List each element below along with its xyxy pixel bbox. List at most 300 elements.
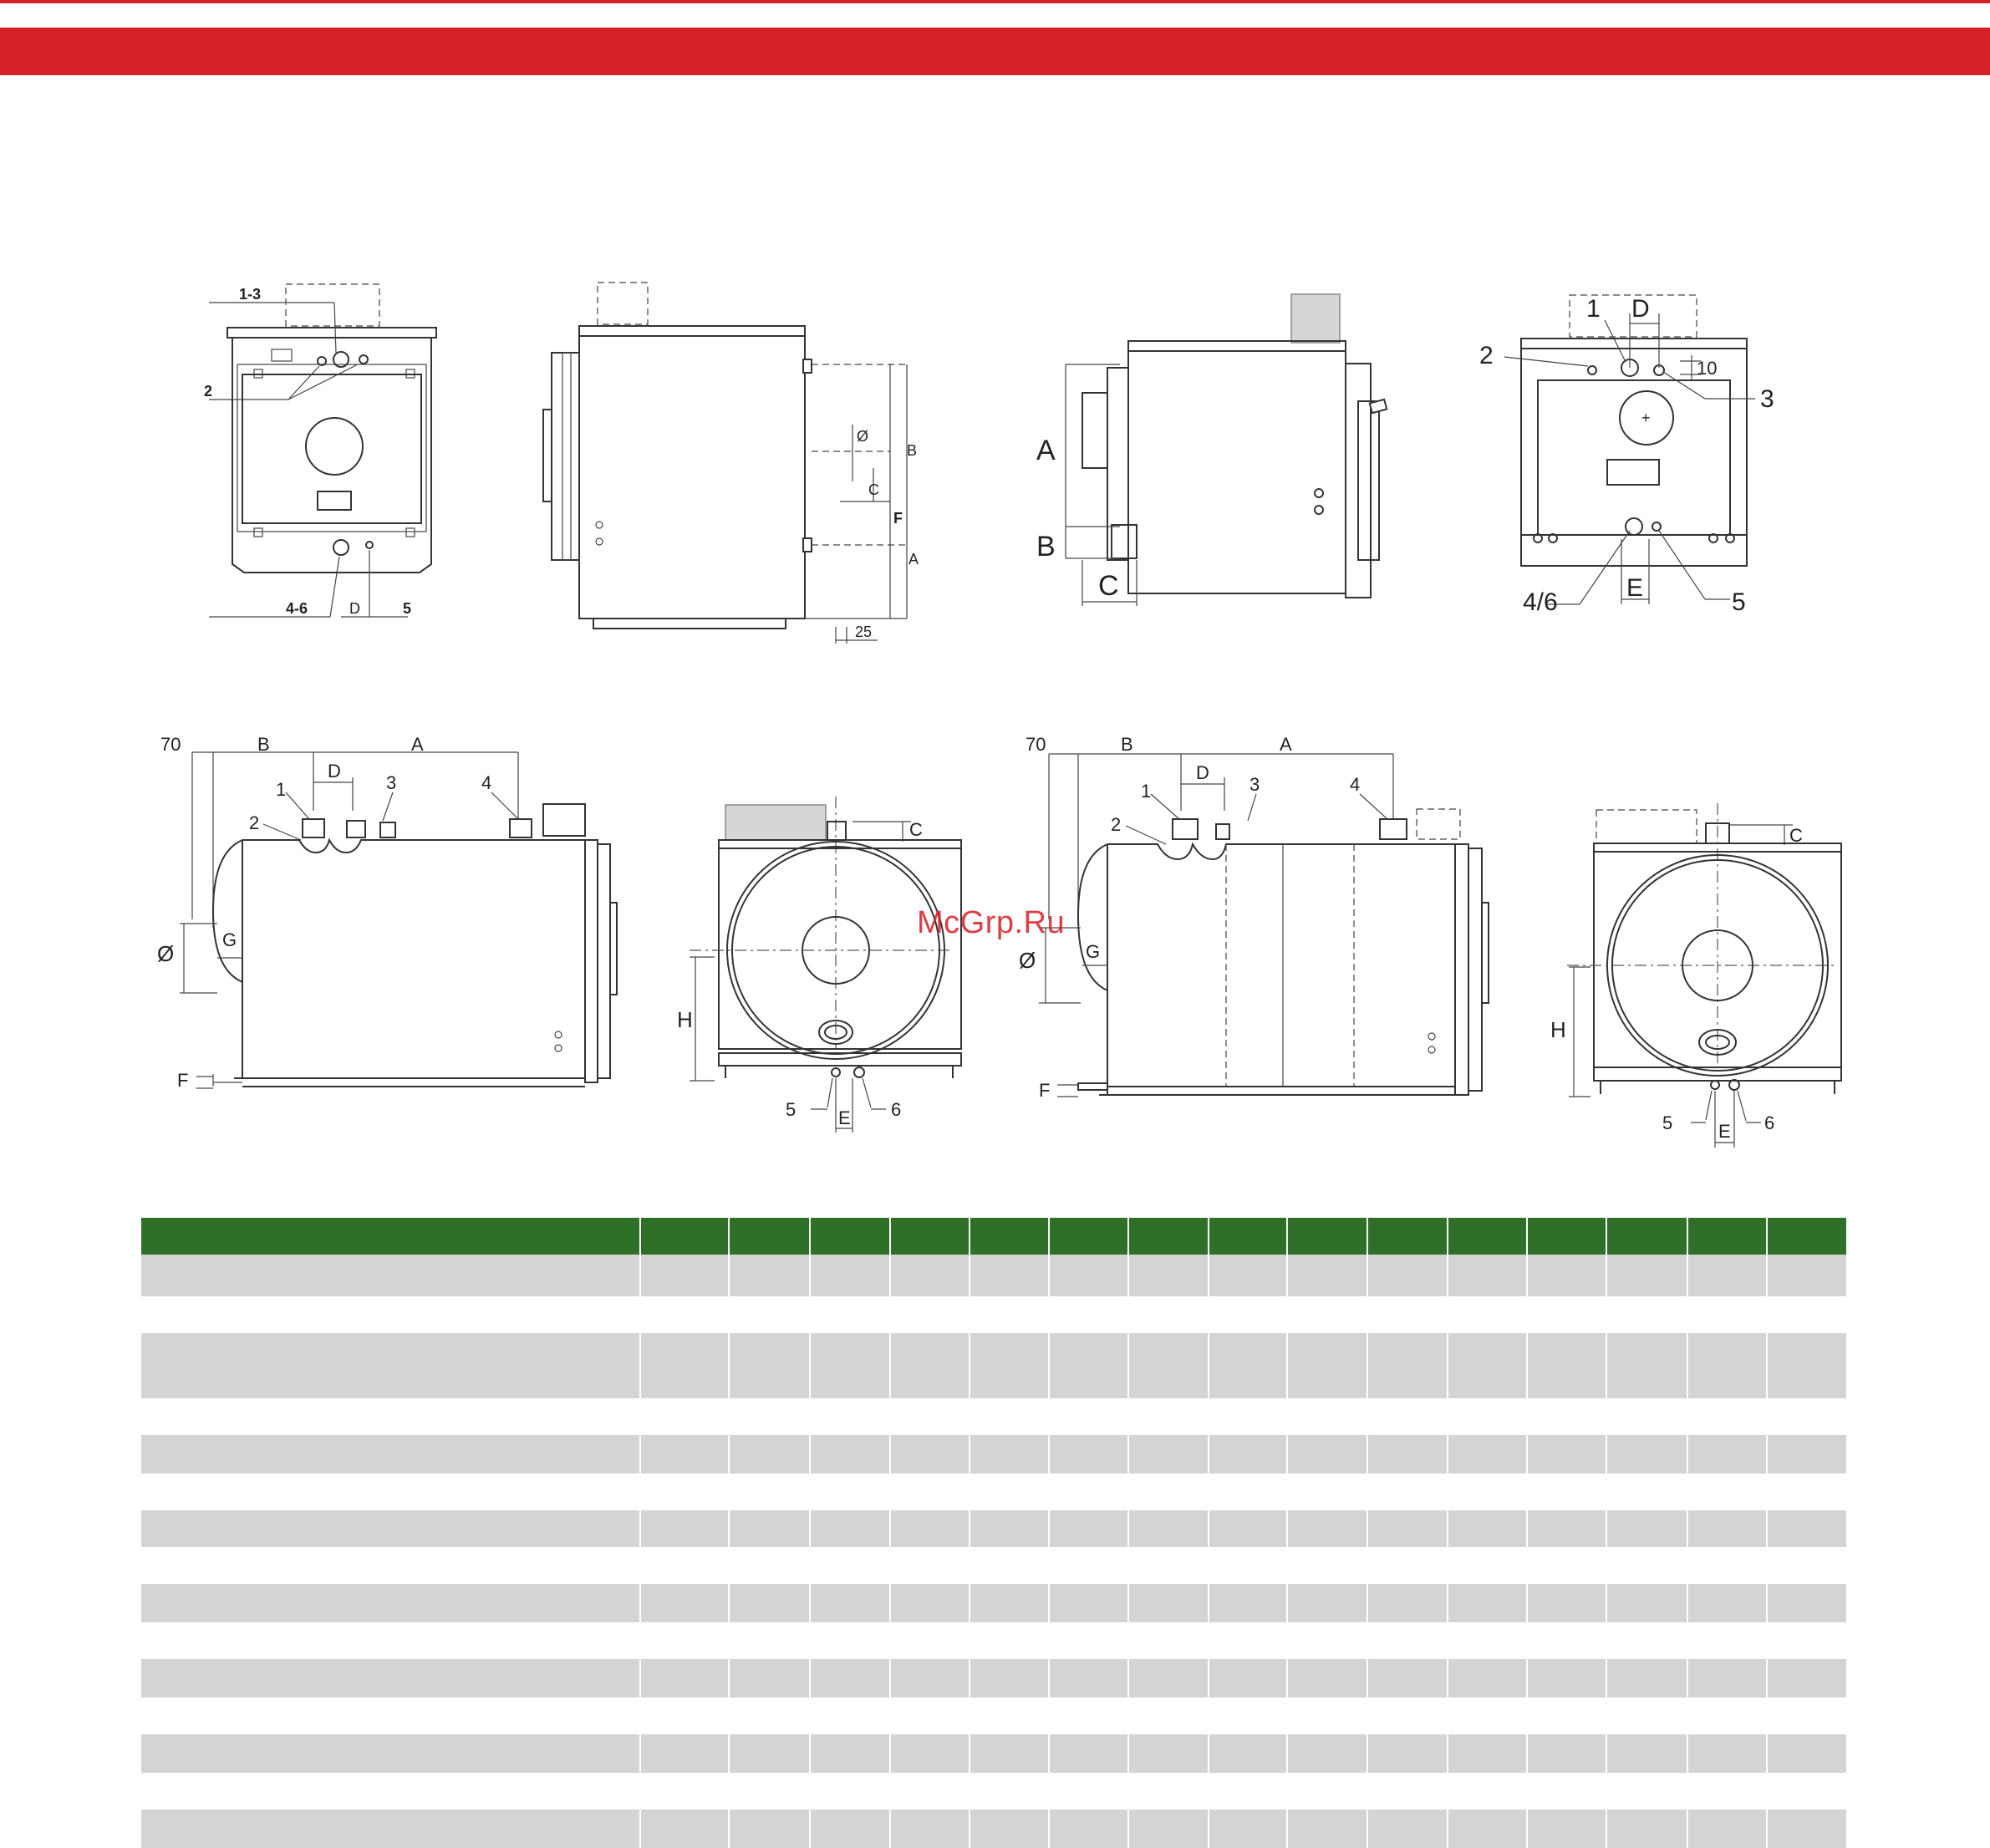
table-cell [1209, 1698, 1288, 1734]
table-cell [1209, 1398, 1288, 1435]
fig5-label-G: G [222, 929, 237, 950]
table-cell [1367, 1435, 1448, 1474]
table-cell [640, 1659, 729, 1698]
header-cell [810, 1218, 891, 1255]
table-cell [1209, 1255, 1288, 1296]
table-cell [1049, 1698, 1129, 1734]
table-cell [970, 1435, 1049, 1474]
table-cell [141, 1398, 640, 1435]
table-cell [970, 1773, 1049, 1810]
table-cell [1049, 1773, 1129, 1810]
table-cell [1049, 1584, 1129, 1622]
table-cell [1606, 1584, 1687, 1622]
table-cell [141, 1296, 640, 1333]
table-row [141, 1622, 1847, 1659]
table-cell [141, 1659, 640, 1698]
table-cell [1049, 1398, 1129, 1435]
table-cell [1687, 1510, 1768, 1547]
table-cell [1049, 1659, 1129, 1698]
table-cell [1128, 1622, 1209, 1659]
table-cell [1448, 1255, 1528, 1296]
table-cell [729, 1333, 810, 1398]
header-cell [1767, 1218, 1847, 1255]
table-cell [1687, 1659, 1768, 1698]
fig8-label-C: C [1789, 825, 1803, 846]
fig1-label-4-6: 4-6 [286, 600, 308, 617]
table-cell [1767, 1547, 1847, 1584]
table-cell [1128, 1255, 1209, 1296]
table-cell [970, 1584, 1049, 1622]
table-cell [810, 1734, 891, 1773]
table-cell [729, 1510, 810, 1547]
table-cell [1767, 1435, 1847, 1474]
fig8-label-H: H [1550, 1017, 1566, 1042]
table-cell [1687, 1255, 1768, 1296]
table-cell [1606, 1810, 1687, 1848]
table-cell [1527, 1622, 1606, 1659]
table-cell [1049, 1474, 1129, 1510]
table-cell [890, 1622, 970, 1659]
fig2-label-diameter: Ø [857, 428, 869, 445]
table-cell [1448, 1547, 1528, 1584]
table-cell [1606, 1547, 1687, 1584]
table-cell [810, 1773, 891, 1810]
fig5-label-2: 2 [249, 812, 260, 833]
table-cell [1209, 1547, 1288, 1584]
fig7-label-D: D [1196, 762, 1209, 783]
table-cell [1606, 1734, 1687, 1773]
table-cell [729, 1584, 810, 1622]
table-cell [1606, 1474, 1687, 1510]
table-cell [1209, 1510, 1288, 1547]
table-cell [1606, 1333, 1687, 1398]
table-cell [1687, 1333, 1768, 1398]
table-cell [890, 1474, 970, 1510]
table-cell [890, 1296, 970, 1333]
table-cell [1527, 1584, 1606, 1622]
table-cell [1767, 1698, 1847, 1734]
table-cell [141, 1333, 640, 1398]
table-row [141, 1474, 1847, 1510]
table-cell [810, 1698, 891, 1734]
fig3-label-B: B [1036, 531, 1056, 563]
table-cell [1448, 1474, 1528, 1510]
table-cell [970, 1398, 1049, 1435]
table-cell [1287, 1398, 1367, 1435]
table-cell [1687, 1622, 1768, 1659]
table-cell [640, 1584, 729, 1622]
table-cell [1287, 1333, 1367, 1398]
table-cell [1448, 1510, 1528, 1547]
table-cell [1606, 1510, 1687, 1547]
table-cell [1287, 1510, 1367, 1547]
table-cell [1367, 1474, 1448, 1510]
table-cell [1527, 1474, 1606, 1510]
figure-4-rear-view [1471, 288, 1805, 623]
header-cell [640, 1218, 729, 1255]
fig7-label-4: 4 [1350, 774, 1361, 795]
fig2-label-F: F [893, 510, 903, 527]
table-cell [810, 1547, 891, 1584]
fig6-label-C: C [909, 819, 923, 840]
table-cell [640, 1510, 729, 1547]
table-cell [890, 1547, 970, 1584]
table-cell [1367, 1622, 1448, 1659]
table-row [141, 1435, 1847, 1474]
header-cell [970, 1218, 1049, 1255]
figure-8-front-view [1550, 798, 1868, 1149]
table-cell [1448, 1773, 1528, 1810]
fig7-label-1: 1 [1141, 781, 1152, 802]
table-cell [810, 1810, 891, 1848]
table-cell [970, 1474, 1049, 1510]
table-cell [1367, 1296, 1448, 1333]
header-red-bar [0, 28, 1990, 75]
table-cell [1448, 1734, 1528, 1773]
table-row [141, 1810, 1847, 1848]
table-row [141, 1296, 1847, 1333]
table-cell [890, 1698, 970, 1734]
table-row [141, 1698, 1847, 1734]
table-cell [1128, 1659, 1209, 1698]
header-cell [1448, 1218, 1528, 1255]
table-cell [729, 1734, 810, 1773]
fig4-label-10: 10 [1697, 358, 1718, 379]
table-cell [141, 1255, 640, 1296]
table-cell [1448, 1398, 1528, 1435]
fig6-label-E: E [838, 1107, 851, 1128]
table-cell [1287, 1296, 1367, 1333]
table-cell [1687, 1547, 1768, 1584]
fig4-label-2: 2 [1479, 342, 1494, 369]
table-cell [1767, 1810, 1847, 1848]
table-cell [1367, 1255, 1448, 1296]
figure-7-side-view [1015, 727, 1534, 1120]
table-cell [1767, 1333, 1847, 1398]
table-cell [729, 1773, 810, 1810]
table-cell [1767, 1255, 1847, 1296]
table-cell [1527, 1547, 1606, 1584]
fig5-label-A: A [411, 734, 424, 755]
fig1-label-1-3: 1-3 [239, 286, 262, 303]
fig5-label-F: F [177, 1070, 189, 1091]
table-cell [1687, 1773, 1768, 1810]
table-cell [1767, 1659, 1847, 1698]
table-cell [970, 1296, 1049, 1333]
header-cell [1527, 1218, 1606, 1255]
table-cell [970, 1510, 1049, 1547]
figure-2-side-view [522, 276, 940, 652]
table-cell [810, 1474, 891, 1510]
table-cell [1128, 1698, 1209, 1734]
table-cell [970, 1333, 1049, 1398]
table-cell [1606, 1659, 1687, 1698]
table-cell [1367, 1398, 1448, 1435]
table-row [141, 1773, 1847, 1810]
table-cell [1128, 1435, 1209, 1474]
table-cell [640, 1255, 729, 1296]
fig7-label-A: A [1280, 734, 1292, 755]
table-cell [1687, 1398, 1768, 1435]
table-cell [729, 1255, 810, 1296]
fig5-label-B: B [257, 734, 270, 755]
specification-table [141, 1218, 1848, 1848]
fig8-label-5: 5 [1662, 1112, 1673, 1133]
table-cell [1209, 1810, 1288, 1848]
table-cell [810, 1435, 891, 1474]
fig8-label-E: E [1718, 1121, 1731, 1142]
table-cell [810, 1659, 891, 1698]
top-accent-line [0, 0, 1990, 3]
table-cell [1527, 1659, 1606, 1698]
table-cell [1367, 1698, 1448, 1734]
table-row [141, 1584, 1847, 1622]
fig4-label-4-6: 4/6 [1523, 588, 1558, 616]
table-cell [1287, 1435, 1367, 1474]
table-row [141, 1659, 1847, 1698]
table-cell [1606, 1773, 1687, 1810]
table-cell [1527, 1510, 1606, 1547]
table-cell [1128, 1398, 1209, 1435]
table-cell [729, 1296, 810, 1333]
table-cell [1287, 1622, 1367, 1659]
table-cell [890, 1435, 970, 1474]
table-cell [729, 1547, 810, 1584]
table-cell [1128, 1296, 1209, 1333]
table-cell [141, 1474, 640, 1510]
table-cell [729, 1435, 810, 1474]
table-cell [729, 1622, 810, 1659]
fig5-label-D: D [328, 761, 341, 781]
table-cell [1367, 1510, 1448, 1547]
table-cell [1767, 1584, 1847, 1622]
table-cell [1128, 1474, 1209, 1510]
fig1-label-5: 5 [403, 600, 412, 617]
table-cell [1687, 1810, 1768, 1848]
table-cell [729, 1659, 810, 1698]
header-cell [1606, 1218, 1687, 1255]
table-cell [1767, 1510, 1847, 1547]
header-cell [1687, 1218, 1768, 1255]
table-cell [810, 1622, 891, 1659]
table-cell [141, 1435, 640, 1474]
table-cell [1128, 1773, 1209, 1810]
fig7-label-diameter: Ø [1019, 948, 1036, 973]
table-cell [729, 1698, 810, 1734]
header-cell [1128, 1218, 1209, 1255]
table-cell [1606, 1622, 1687, 1659]
table-cell [640, 1698, 729, 1734]
table-cell [1287, 1734, 1367, 1773]
table-cell [1049, 1622, 1129, 1659]
table-row [141, 1255, 1847, 1296]
table-cell [1287, 1584, 1367, 1622]
fig7-label-F: F [1039, 1080, 1051, 1101]
fig7-label-B: B [1121, 734, 1133, 755]
table-cell [640, 1296, 729, 1333]
table-cell [1287, 1698, 1367, 1734]
fig2-label-25: 25 [855, 624, 873, 640]
header-cell [1209, 1218, 1288, 1255]
fig7-label-3: 3 [1249, 774, 1260, 795]
fig3-label-A: A [1036, 435, 1056, 466]
table-cell [1448, 1698, 1528, 1734]
table-cell [1687, 1435, 1768, 1474]
table-cell [970, 1810, 1049, 1848]
table-cell [1606, 1296, 1687, 1333]
table-cell [1128, 1333, 1209, 1398]
table-cell [1367, 1333, 1448, 1398]
table-cell [1209, 1584, 1288, 1622]
fig1-label-2: 2 [204, 383, 213, 400]
figure-5-side-view [150, 727, 652, 1112]
table-cell [1128, 1547, 1209, 1584]
table-cell [1527, 1435, 1606, 1474]
table-cell [141, 1734, 640, 1773]
table-cell [1209, 1435, 1288, 1474]
table-cell [890, 1255, 970, 1296]
table-cell [640, 1398, 729, 1435]
table-cell [810, 1510, 891, 1547]
table-cell [640, 1333, 729, 1398]
table-cell [970, 1698, 1049, 1734]
fig2-label-C: C [868, 481, 879, 498]
table-cell [1049, 1547, 1129, 1584]
table-row [141, 1333, 1847, 1398]
table-cell [141, 1510, 640, 1547]
table-cell [640, 1773, 729, 1810]
fig6-label-H: H [677, 1007, 693, 1032]
table-cell [1767, 1296, 1847, 1333]
table-cell [890, 1773, 970, 1810]
fig4-label-E: E [1626, 574, 1644, 602]
table-cell [1367, 1734, 1448, 1773]
header-cell [141, 1218, 640, 1255]
fig5-label-1: 1 [276, 779, 287, 800]
table-cell [810, 1296, 891, 1333]
table-cell [970, 1622, 1049, 1659]
header-cell [729, 1218, 810, 1255]
figure-6-front-view [677, 790, 1011, 1141]
fig7-label-2: 2 [1111, 814, 1122, 835]
table-cell [890, 1659, 970, 1698]
table-cell [729, 1810, 810, 1848]
table-cell [640, 1810, 729, 1848]
header-cell [1049, 1218, 1129, 1255]
table-cell [1687, 1698, 1768, 1734]
table-cell [1049, 1333, 1129, 1398]
table-cell [1209, 1296, 1288, 1333]
table-cell [1209, 1659, 1288, 1698]
table-cell [1049, 1734, 1129, 1773]
table-cell [1767, 1474, 1847, 1510]
table-cell [141, 1698, 640, 1734]
fig4-label-3: 3 [1760, 385, 1774, 413]
table-cell [1367, 1773, 1448, 1810]
table-cell [141, 1547, 640, 1584]
table-cell [1767, 1734, 1847, 1773]
table-row [141, 1510, 1847, 1547]
table-cell [640, 1435, 729, 1474]
fig4-label-D: D [1631, 295, 1650, 323]
fig4-label-1: 1 [1586, 295, 1601, 323]
table-cell [890, 1810, 970, 1848]
table-header-row [141, 1218, 1847, 1255]
table-cell [1287, 1474, 1367, 1510]
table-cell [1367, 1584, 1448, 1622]
table-cell [1209, 1734, 1288, 1773]
table-cell [141, 1622, 640, 1659]
figure-1-front-view [192, 276, 485, 644]
fig8-label-6: 6 [1764, 1112, 1775, 1133]
table-cell [810, 1333, 891, 1398]
table-cell [1527, 1773, 1606, 1810]
table-cell [1128, 1584, 1209, 1622]
table-cell [1687, 1474, 1768, 1510]
fig1-label-D: D [349, 600, 360, 617]
table-cell [640, 1734, 729, 1773]
header-cell [1367, 1218, 1448, 1255]
table-cell [1606, 1435, 1687, 1474]
table-cell [1049, 1810, 1129, 1848]
table-cell [1606, 1698, 1687, 1734]
table-cell [1606, 1255, 1687, 1296]
fig7-label-G: G [1086, 941, 1101, 962]
table-cell [1527, 1296, 1606, 1333]
table-cell [141, 1810, 640, 1848]
fig2-label-A: A [908, 551, 919, 568]
figure-3-side-view [1028, 284, 1429, 619]
table-cell [1527, 1255, 1606, 1296]
table-cell [1527, 1734, 1606, 1773]
fig4-label-5: 5 [1732, 588, 1746, 616]
table-cell [1128, 1510, 1209, 1547]
table-cell [810, 1255, 891, 1296]
fig5-label-4: 4 [481, 772, 492, 793]
fig3-label-C: C [1098, 570, 1119, 602]
table-cell [1367, 1810, 1448, 1848]
table-row [141, 1398, 1847, 1435]
table-cell [1209, 1773, 1288, 1810]
table-cell [1767, 1622, 1847, 1659]
table-row [141, 1547, 1847, 1584]
table-cell [1448, 1810, 1528, 1848]
table-cell [1527, 1398, 1606, 1435]
table-cell [1287, 1773, 1367, 1810]
table-cell [1049, 1510, 1129, 1547]
table-cell [729, 1398, 810, 1435]
table-cell [1287, 1810, 1367, 1848]
table-cell [1209, 1333, 1288, 1398]
table-cell [1767, 1398, 1847, 1435]
table-cell [890, 1584, 970, 1622]
table-cell [1687, 1734, 1768, 1773]
table-cell [1687, 1584, 1768, 1622]
table-cell [1527, 1810, 1606, 1848]
table-cell [1448, 1333, 1528, 1398]
table-cell [1209, 1474, 1288, 1510]
table-cell [970, 1659, 1049, 1698]
table-cell [890, 1398, 970, 1435]
table-cell [1287, 1659, 1367, 1698]
fig5-label-3: 3 [386, 772, 397, 793]
fig7-label-70: 70 [1026, 734, 1046, 755]
fig2-label-B: B [907, 442, 918, 459]
table-cell [1049, 1435, 1129, 1474]
table-cell [640, 1547, 729, 1584]
table-cell [970, 1255, 1049, 1296]
fig5-label-70: 70 [160, 734, 181, 755]
